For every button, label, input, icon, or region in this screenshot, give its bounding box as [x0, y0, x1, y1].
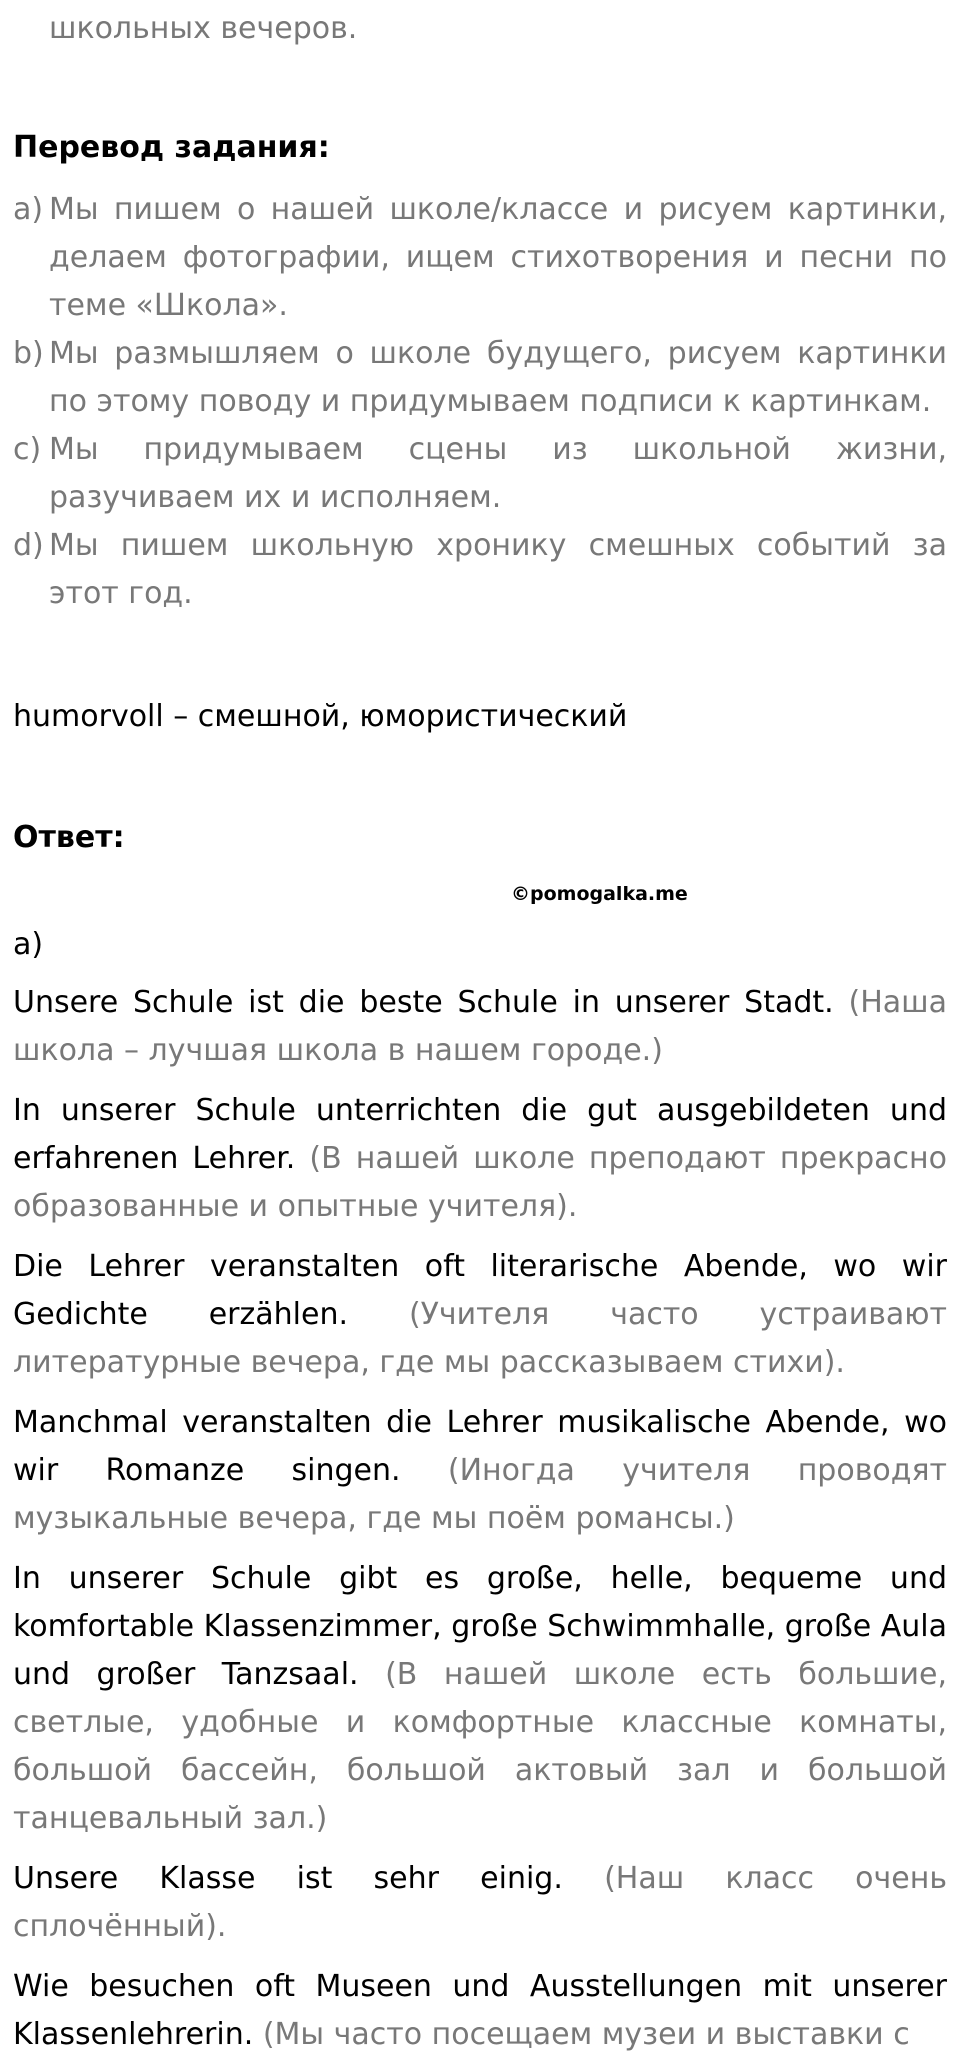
answer-paragraph	[13, 979, 947, 1075]
answer-paragraph	[13, 1555, 947, 1843]
translation-item-d	[13, 522, 947, 618]
answer-paragraph	[13, 1399, 947, 1543]
list-text: Мы пишем школьную хронику смешных событий за этот год.	[49, 528, 947, 611]
list-text: Мы пишем о нашей школе/классе и рисуем картинки, делаем фотографии, ищем стихотворения и песни по теме «Школа».	[49, 192, 947, 323]
list-text: Мы размышляем о школе будущего, рисуем картинки по этому поводу и придумываем подписи к картинкам.	[49, 336, 947, 419]
vocabulary-entry: humorvoll – смешной, юмористический	[13, 699, 628, 734]
translation-list	[13, 186, 947, 618]
answer-german: Manchmal veranstalten die Lehrer musikalische Abende, wo wir Romanze singen.	[13, 1405, 947, 1488]
intro-continuation: школьных вечеров.	[49, 11, 358, 46]
list-marker: a)	[13, 192, 44, 227]
translation-item-a	[13, 186, 947, 330]
answer-part-label: a)	[13, 927, 44, 962]
list-marker: d)	[13, 528, 44, 563]
answer-russian: (Наш класс очень сплочённый).	[13, 1861, 948, 1944]
translation-item-c	[13, 426, 947, 522]
answer-russian: (Учителя часто устраивают литературные вечера, где мы рассказываем стихи).	[13, 1297, 948, 1380]
answer-german: In unserer Schule unterrichten die gut ausgebildeten und erfahrenen Lehrer.	[13, 1093, 947, 1176]
answer-heading: Ответ:	[13, 820, 125, 855]
translation-item-b	[13, 330, 947, 426]
answer-russian: (Наша школа – лучшая школа в нашем городе.)	[13, 985, 947, 1068]
list-marker: b)	[13, 336, 44, 371]
answer-russian: (Мы часто посещаем музеи и выставки с	[262, 2017, 910, 2052]
answer-german: Wie besuchen oft Museen und Ausstellungen mit unserer Klassenlehrerin.	[13, 1969, 947, 2052]
answer-german: Die Lehrer veranstalten oft literarische Abende, wo wir Gedichte erzählen.	[13, 1249, 947, 1332]
answer-russian: (В нашей школе преподают прекрасно образованные и опытные учителя).	[13, 1141, 947, 1224]
answer-german: Unsere Klasse ist sehr einig.	[13, 1861, 563, 1896]
answer-list	[13, 979, 947, 2071]
answer-paragraph	[13, 1963, 947, 2059]
answer-paragraph	[13, 1855, 947, 1951]
answer-russian: (Иногда учителя проводят музыкальные вечера, где мы поём романсы.)	[13, 1453, 948, 1536]
list-marker: c)	[13, 432, 42, 467]
answer-paragraph	[13, 1243, 947, 1387]
answer-german: In unserer Schule gibt es große, helle, bequeme und komfortable Klassenzimmer, große Schwimmhalle, große Aula und großer Tanzsaal.	[13, 1561, 947, 1692]
answer-paragraph	[13, 1087, 947, 1231]
answer-german: Unsere Schule ist die beste Schule in unserer Stadt.	[13, 985, 834, 1020]
answer-russian: (В нашей школе есть большие, светлые, удобные и комфортные классные комнаты, большой бассейн, большой актовый зал и большой танцевальный зал.)	[13, 1657, 947, 1836]
translation-heading: Перевод задания:	[13, 130, 330, 165]
list-text: Мы придумываем сцены из школьной жизни, разучиваем их и исполняем.	[49, 432, 947, 515]
watermark: ©pomogalka.me	[511, 883, 688, 905]
